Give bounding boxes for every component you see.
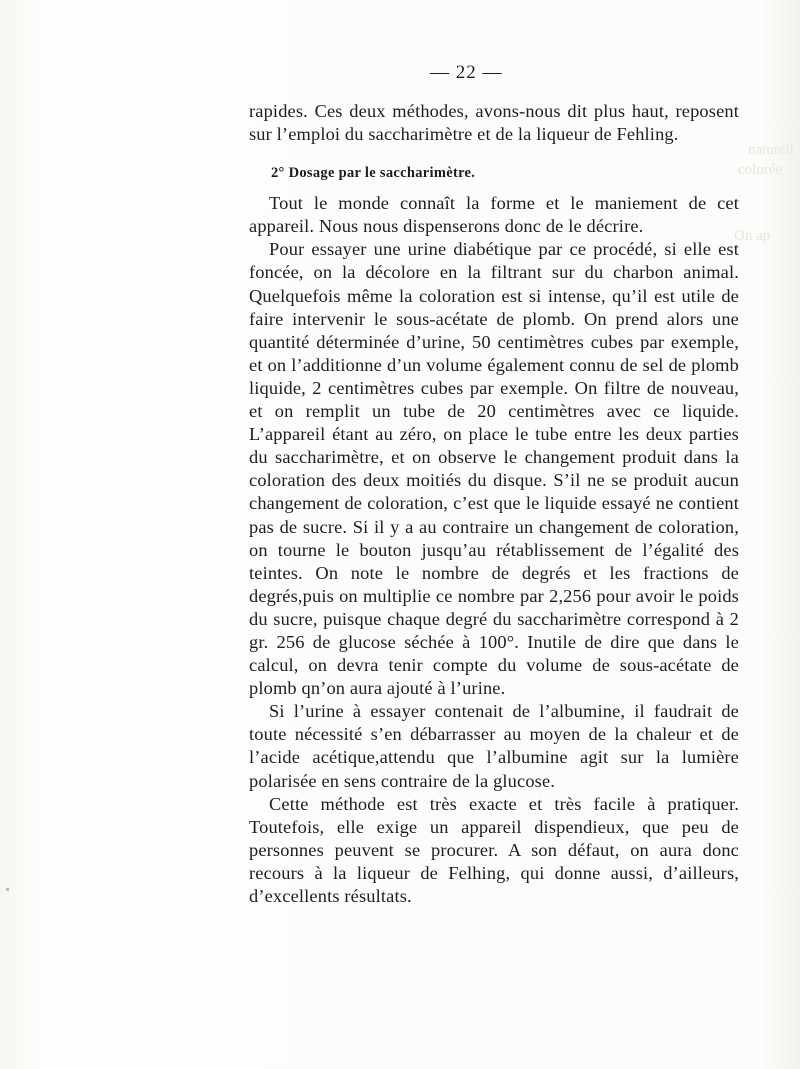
page-body (249, 100, 739, 908)
paragraph: rapides. Ces deux méthodes, avons-nous dit plus haut, reposent sur l’emploi du saccharimètre et de la liqueur de Fehling. (249, 101, 739, 145)
scan-speck (6, 888, 9, 891)
section-heading: 2° Dosage par le saccharimètre. (271, 165, 476, 182)
paragraph: Pour essayer une urine diabétique par ce procédé, si elle est foncée, on la décolore en la filtrant sur du charbon animal. Quelquefois même la coloration est si intense, qu’il est utile de faire intervenir le sous-acétate de plomb. On prend alors une quantité déterminée d’urine, 50 centimètres cubes par exemple, et on l’additionne d’un volume également connu de sel de plomb liquide, 2 centimètres cubes par exemple. On filtre de nouveau, et on remplit un tube de 20 centimètres avec ce liquide. L’appareil étant au zéro, on place le tube entre les deux parties du saccharimètre, et on observe le changement produit dans la coloration des deux moitiés du disque. S’il ne se produit aucun changement de coloration, c’est que le liquide essayé ne contient pas de sucre. Si il y a au contraire un changement de coloration, on tourne le bouton jusqu’au rétablissement de l’égalité des teintes. On note le nombre de degrés et les fractions de degrés,puis on multiplie ce nombre par 2,256 pour avoir le poids du sucre, puisque chaque degré du saccharimètre correspond à 2 gr. 256 de glucose séchée à 100°. Inutile de dire que dans le calcul, on devra tenir compte du volume de sous-acétate de plomb qn’on aura ajouté à l’urine. (249, 239, 739, 699)
paragraph: Cette méthode est très exacte et très facile à pratiquer. Toutefois, elle exige un appareil dispendieux, que peu de personnes peuvent se procurer. A son défaut, on aura donc recours à la liqueur de Felhing, qui donne aussi, d’ailleurs, d’excellents résultats. (249, 793, 739, 906)
paragraph: Si l’urine à essayer contenait de l’albumine, il faudrait de toute nécessité s’en débarrasser au moyen de la chaleur et de l’acide acétique,attendu que l’albumine agit sur la lumière polarisée en sens contraire de la glucose. (249, 701, 739, 791)
bleed-through-text: colorée (738, 162, 783, 178)
paragraph: Tout le monde connaît la forme et le maniement de cet appareil. Nous nous dispenserons donc de le décrire. (249, 193, 739, 237)
bleed-through-text: On ap (734, 228, 771, 244)
bleed-through-text: naturell (748, 142, 794, 158)
page-number: — 22 — (430, 62, 503, 83)
